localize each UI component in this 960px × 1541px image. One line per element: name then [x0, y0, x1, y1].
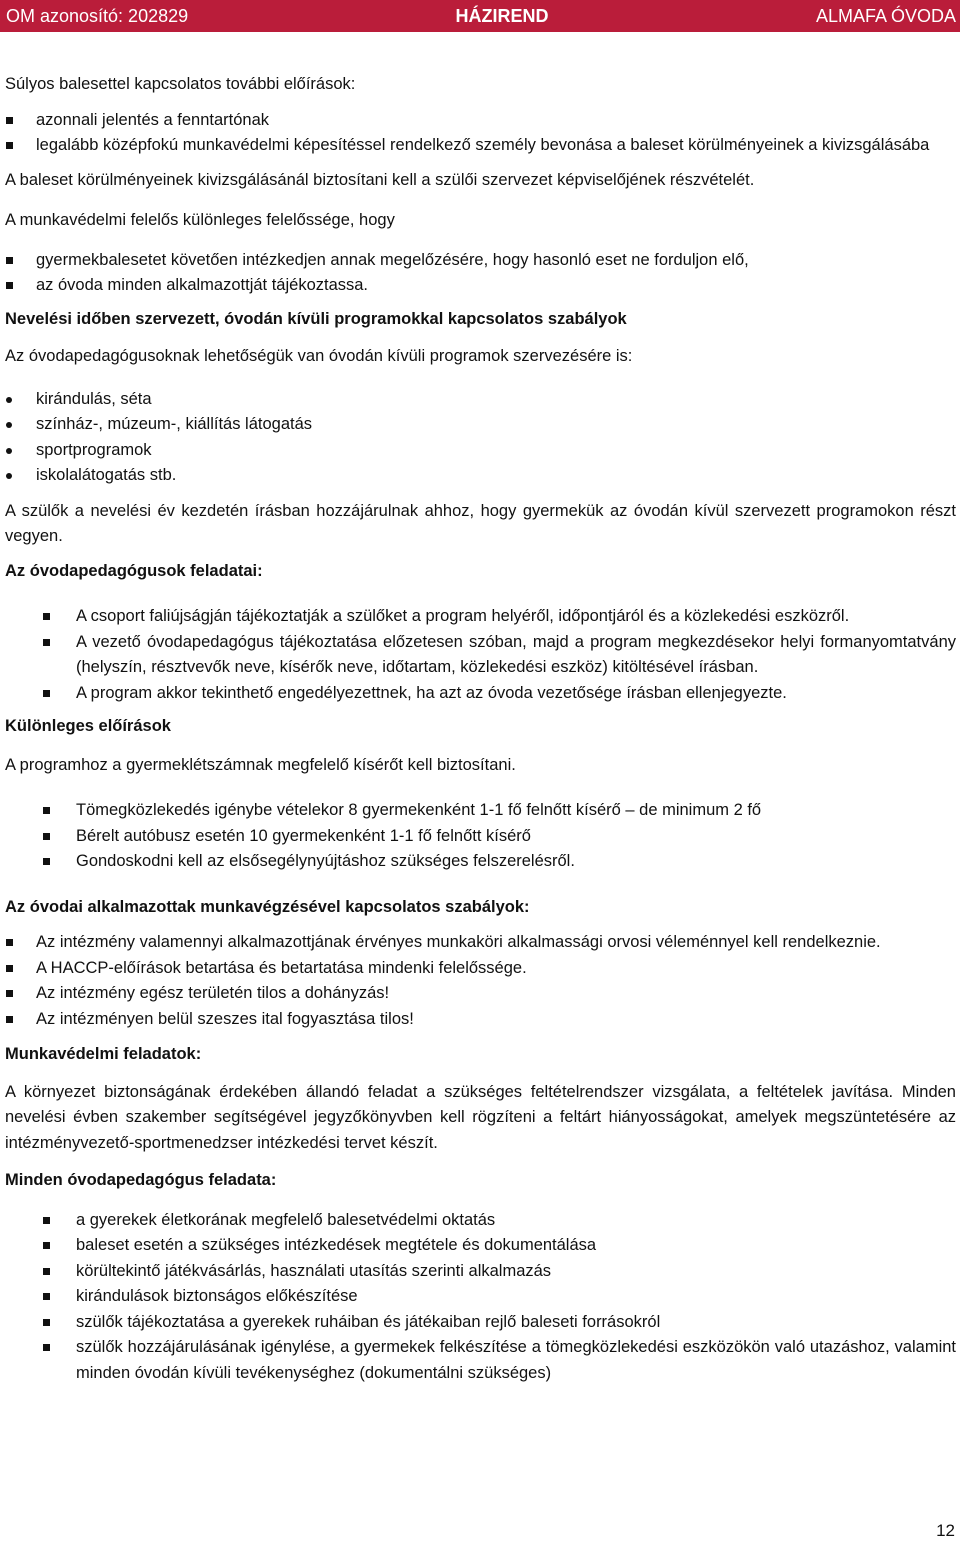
list-item: kirándulás, séta: [5, 387, 956, 413]
safety-officer-list: [5, 248, 956, 299]
investigation-paragraph: A baleset körülményeinek kivizsgálásánál biztosítani kell a szülői szervezet képviselőjének részvételét.: [5, 170, 755, 189]
external-programs-intro: Az óvodapedagógusoknak lehetőségük van óvodán kívüli programok szervezésére is:: [5, 347, 633, 365]
list-item: a gyerekek életkorának megfelelő balesetvédelmi oktatás: [5, 1208, 956, 1234]
document-body: [0, 72, 960, 1386]
serious-accident-list: [5, 108, 956, 159]
list-item: sportprogramok: [5, 438, 956, 464]
every-teacher-list: [5, 1208, 956, 1387]
list-item: Az intézményen belül szeszes ital fogyasztása tilos!: [5, 1007, 956, 1033]
section-heading-every-teacher: Minden óvodapedagógus feladata:: [5, 1171, 277, 1189]
header-institution-name: ALMAFA ÓVODA: [815, 5, 956, 26]
escort-rules-list: [5, 798, 956, 875]
safety-tasks-paragraph: A környezet biztonságának érdekében állandó feladat a szükséges feltételrendszer vizsgálata, a feltételek javítása. Minden nevelési évben szakember segítségével jegyzőkönyvben kell rögzíteni a feltárt hiányosságokat, amelyek megszüntetésére az intézményvezető-sportmenedzser intézkedési tervet készít.: [5, 1082, 956, 1152]
list-item: körültekintő játékvásárlás, használati utasítás szerinti alkalmazás: [5, 1259, 956, 1285]
list-item: színház-, múzeum-, kiállítás látogatás: [5, 412, 956, 438]
list-item: Bérelt autóbusz esetén 10 gyermekenként 1-1 fő felnőtt kísérő: [5, 824, 956, 850]
list-item: Az intézmény egész területén tilos a dohányzás!: [5, 981, 956, 1007]
list-item: A program akkor tekinthető engedélyezettnek, ha azt az óvoda vezetősége írásban ellenjegyezte.: [5, 681, 956, 707]
section-heading-special-rules: Különleges előírások: [5, 717, 171, 735]
header-document-title: HÁZIREND: [455, 5, 549, 26]
serious-accident-intro: Súlyos balesettel kapcsolatos további előírások:: [5, 75, 356, 93]
list-item: A vezető óvodapedagógus tájékoztatása előzetesen szóban, majd a program megkezdésekor helyi formanyomtatvány (helyszín, résztvevők neve, kísérők neve, időtartam, közlekedési eszköz) kitöltésével írásban.: [5, 630, 956, 681]
section-heading-teacher-tasks: Az óvodapedagógusok feladatai:: [5, 561, 263, 580]
section-heading-external-programs: Nevelési időben szervezett, óvodán kívüli programokkal kapcsolatos szabályok: [5, 309, 627, 328]
page-header: [0, 0, 960, 32]
list-item: Gondoskodni kell az elsősegélynyújtáshoz szükséges felszerelésről.: [5, 849, 956, 875]
employee-rules-list: [5, 930, 956, 1032]
list-item: A csoport faliújságján tájékoztatják a szülőket a program helyéről, időpontjáról és a közlekedési eszközről.: [5, 604, 956, 630]
list-item: Az intézmény valamennyi alkalmazottjának érvényes munkaköri alkalmassági orvosi véleménnyel kell rendelkeznie.: [5, 930, 956, 956]
section-heading-safety-tasks: Munkavédelmi feladatok:: [5, 1045, 202, 1063]
list-item: azonnali jelentés a fenntartónak: [5, 108, 956, 134]
page-number: 12: [936, 1521, 955, 1540]
escort-intro: A programhoz a gyermeklétszámnak megfelelő kísérőt kell biztosítani.: [5, 755, 516, 774]
external-programs-list: [5, 387, 956, 489]
header-om-id: OM azonosító: 202829: [6, 5, 189, 26]
parent-consent-paragraph: A szülők a nevelési év kezdetén írásban hozzájárulnak ahhoz, hogy gyermekük az óvodán kívül szervezett programokon részt vegyen.: [5, 501, 956, 545]
list-item: iskolalátogatás stb.: [5, 463, 956, 489]
list-item: A HACCP-előírások betartása és betartatása mindenki felelőssége.: [5, 956, 956, 982]
list-item: gyermekbalesetet követően intézkedjen annak megelőzésére, hogy hasonló eset ne forduljon elő,: [5, 248, 956, 274]
list-item: az óvoda minden alkalmazottját tájékoztassa.: [5, 273, 956, 299]
teacher-tasks-list: [5, 604, 956, 706]
list-item: baleset esetén a szükséges intézkedések megtétele és dokumentálása: [5, 1233, 956, 1259]
safety-officer-intro: A munkavédelmi felelős különleges felelőssége, hogy: [5, 211, 395, 229]
section-heading-employee-rules: Az óvodai alkalmazottak munkavégzésével kapcsolatos szabályok:: [5, 897, 530, 916]
list-item: Tömegközlekedés igénybe vételekor 8 gyermekenként 1-1 fő felnőtt kísérő – de minimum 2 fő: [5, 798, 956, 824]
list-item: legalább középfokú munkavédelmi képesítéssel rendelkező személy bevonása a baleset körülményeinek a kivizsgálásába: [5, 133, 956, 159]
list-item: szülők hozzájárulásának igénylése, a gyermekek felkészítése a tömegközlekedési eszközökön való utazáshoz, valamint minden óvodán kívüli tevékenységhez (dokumentálni szükséges): [5, 1335, 956, 1386]
list-item: szülők tájékoztatása a gyerekek ruháiban és játékaiban rejlő baleseti forrásokról: [5, 1310, 956, 1336]
list-item: kirándulások biztonságos előkészítése: [5, 1284, 956, 1310]
